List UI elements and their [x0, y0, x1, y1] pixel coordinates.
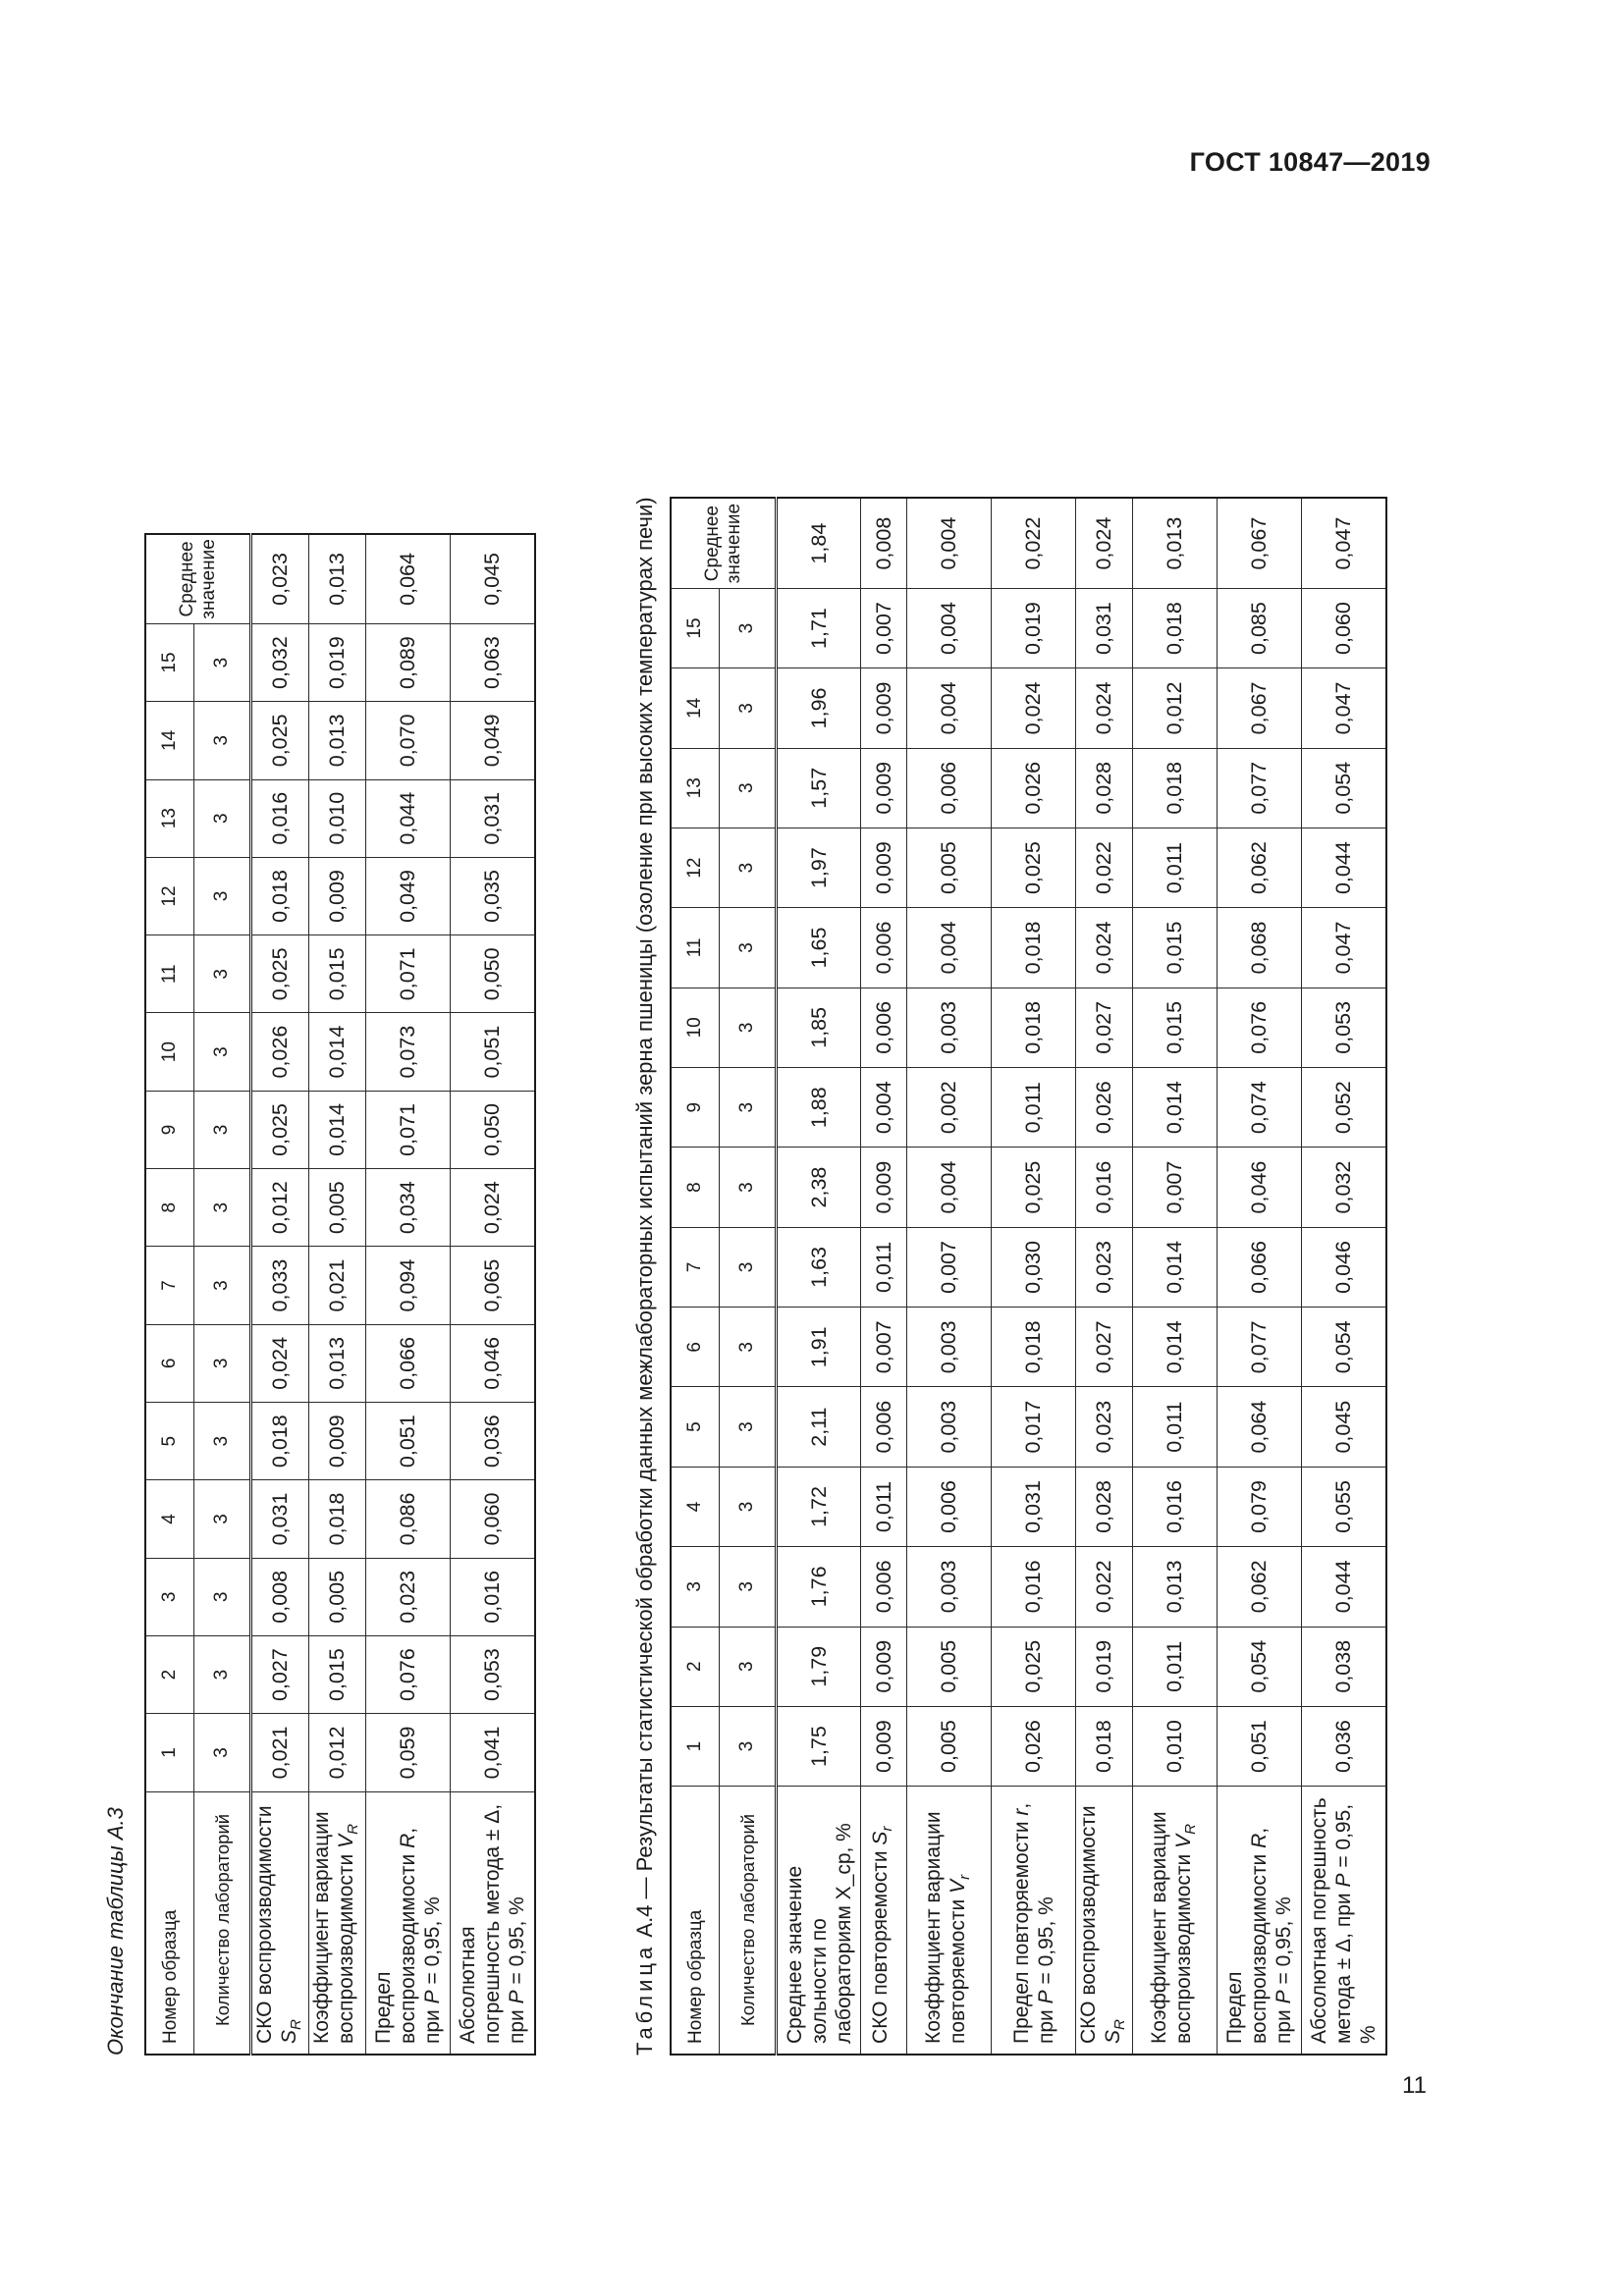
- cell-value: 0,046: [1302, 1227, 1386, 1307]
- table-a3: [144, 533, 536, 2056]
- lab-count: 3: [720, 908, 777, 988]
- cell-value: 0,063: [451, 623, 535, 701]
- cell-value: 0,026: [251, 1013, 309, 1091]
- row-label: СКО воспроизводимости $S_R$: [1076, 1787, 1133, 2055]
- sample-number: 11: [145, 935, 194, 1013]
- cell-value: 0,009: [309, 857, 366, 934]
- sample-number: 10: [145, 1013, 194, 1091]
- cell-value: 0,044: [1302, 828, 1386, 907]
- cell-value: 0,044: [1302, 1547, 1386, 1627]
- row-label: Коэффициент вариации воспроизводимости $V_R$: [1133, 1787, 1218, 2055]
- cell-value: 0,085: [1218, 588, 1302, 667]
- lab-count: 3: [720, 1148, 777, 1227]
- cell-value: 0,005: [309, 1558, 366, 1635]
- lab-count: 3: [720, 828, 777, 907]
- cell-value: 0,006: [861, 1547, 907, 1627]
- lab-count: 3: [194, 1558, 251, 1635]
- cell-value: 0,024: [451, 1169, 535, 1247]
- cell-value: 0,071: [366, 935, 451, 1013]
- cell-value: 0,052: [1302, 1068, 1386, 1148]
- cell-value: 0,032: [251, 623, 309, 701]
- cell-value: 0,018: [1076, 1706, 1133, 1786]
- cell-value: 0,023: [1076, 1387, 1133, 1467]
- lab-count: 3: [720, 588, 777, 667]
- cell-value: 1,57: [777, 748, 861, 828]
- sample-number: 12: [671, 828, 720, 907]
- cell-value: 0,025: [992, 1148, 1076, 1227]
- cell-value: 0,023: [366, 1558, 451, 1635]
- cell-value: 0,053: [1302, 988, 1386, 1067]
- sample-number: 5: [145, 1403, 194, 1480]
- cell-value: 0,021: [309, 1247, 366, 1324]
- cell-value: 0,076: [1218, 988, 1302, 1067]
- lab-count: 3: [720, 1547, 777, 1627]
- row-label: Предел воспроизводимости R, при P = 0,95, %: [1218, 1787, 1302, 2055]
- lab-count: 3: [194, 1169, 251, 1247]
- cell-value: 0,009: [861, 1148, 907, 1227]
- cell-value: 0,050: [451, 1091, 535, 1168]
- cell-value: 2,38: [777, 1148, 861, 1227]
- lab-count: 3: [194, 1091, 251, 1168]
- table-a4: [670, 497, 1387, 2056]
- cell-value: 0,004: [907, 668, 992, 748]
- lab-count: 3: [720, 1227, 777, 1307]
- cell-average: 0,047: [1302, 498, 1386, 588]
- cell-value: 0,011: [1133, 1387, 1218, 1467]
- sample-label: Номер образца: [671, 1787, 720, 2055]
- lab-count: 3: [720, 748, 777, 828]
- cell-value: 0,024: [992, 668, 1076, 748]
- cell-value: 1,71: [777, 588, 861, 667]
- cell-value: 0,041: [451, 1714, 535, 1791]
- cell-value: 0,018: [309, 1480, 366, 1558]
- cell-value: 0,024: [1076, 668, 1133, 748]
- cell-value: 0,026: [1076, 1068, 1133, 1148]
- sample-number: 15: [671, 588, 720, 667]
- sample-number: 8: [145, 1169, 194, 1247]
- cell-value: 0,008: [251, 1558, 309, 1635]
- cell-value: 0,047: [1302, 668, 1386, 748]
- cell-value: 0,011: [861, 1227, 907, 1307]
- cell-value: 0,024: [1076, 908, 1133, 988]
- cell-value: 0,046: [1218, 1148, 1302, 1227]
- cell-average: 0,008: [861, 498, 907, 588]
- cell-value: 0,005: [309, 1169, 366, 1247]
- cell-value: 0,012: [309, 1714, 366, 1791]
- sample-number: 1: [671, 1706, 720, 1786]
- table-row: [992, 498, 1076, 2055]
- table-a4-block: [630, 497, 1387, 2056]
- cell-value: 0,003: [907, 1308, 992, 1387]
- document-code: ГОСТ 10847—2019: [1189, 147, 1431, 177]
- cell-value: 1,91: [777, 1308, 861, 1387]
- cell-value: 0,016: [451, 1558, 535, 1635]
- cell-value: 0,011: [992, 1068, 1076, 1148]
- lab-count: 3: [194, 1480, 251, 1558]
- cell-value: 0,015: [1133, 908, 1218, 988]
- cell-value: 0,028: [1076, 1467, 1133, 1546]
- cell-average: 0,024: [1076, 498, 1133, 588]
- sample-number: 2: [145, 1635, 194, 1713]
- table-a3-caption: Окончание таблицы А.3: [103, 1807, 128, 2056]
- cell-value: 0,009: [861, 1627, 907, 1706]
- cell-value: 0,025: [251, 935, 309, 1013]
- sample-number: 3: [145, 1558, 194, 1635]
- table-row: [251, 534, 309, 2055]
- cell-value: 0,094: [366, 1247, 451, 1324]
- cell-value: 0,031: [1076, 588, 1133, 667]
- cell-average: 1,84: [777, 498, 861, 588]
- lab-count: 3: [194, 1635, 251, 1713]
- cell-value: 0,003: [907, 988, 992, 1067]
- cell-value: 0,004: [907, 908, 992, 988]
- lab-count: 3: [720, 1387, 777, 1467]
- cell-value: 0,053: [451, 1635, 535, 1713]
- cell-value: 0,010: [309, 779, 366, 857]
- cell-value: 1,96: [777, 668, 861, 748]
- cell-value: 0,073: [366, 1013, 451, 1091]
- lab-count: 3: [194, 1013, 251, 1091]
- cell-value: 0,046: [451, 1324, 535, 1402]
- row-label: Абсолютная погрешность метода ± Δ, при P = 0,95, %: [451, 1791, 535, 2055]
- cell-value: 0,025: [251, 702, 309, 779]
- table-row: [907, 498, 992, 2055]
- cell-value: 0,004: [861, 1068, 907, 1148]
- cell-value: 0,079: [1218, 1467, 1302, 1546]
- cell-value: 0,009: [861, 1706, 907, 1786]
- sample-number: 13: [671, 748, 720, 828]
- lab-count-row: [720, 498, 777, 2055]
- cell-value: 0,011: [1133, 1627, 1218, 1706]
- cell-value: 0,027: [1076, 1308, 1133, 1387]
- cell-value: 0,031: [992, 1467, 1076, 1546]
- cell-value: 0,014: [309, 1091, 366, 1168]
- cell-value: 0,071: [366, 1091, 451, 1168]
- cell-value: 0,022: [1076, 1547, 1133, 1627]
- cell-value: 2,11: [777, 1387, 861, 1467]
- cell-value: 0,013: [309, 702, 366, 779]
- sample-number: 15: [145, 623, 194, 701]
- cell-value: 0,031: [451, 779, 535, 857]
- cell-value: 0,009: [861, 748, 907, 828]
- cell-value: 0,007: [861, 1308, 907, 1387]
- table-row: [1076, 498, 1133, 2055]
- sample-number: 4: [671, 1467, 720, 1546]
- sample-number: 8: [671, 1148, 720, 1227]
- sample-number-row: [671, 498, 720, 2055]
- sample-number: 9: [145, 1091, 194, 1168]
- cell-value: 0,017: [992, 1387, 1076, 1467]
- sample-label: Номер образца: [145, 1791, 194, 2055]
- sample-number: 14: [671, 668, 720, 748]
- sample-number: 14: [145, 702, 194, 779]
- cell-value: 0,014: [1133, 1068, 1218, 1148]
- sample-number: 11: [671, 908, 720, 988]
- table-row: [777, 498, 861, 2055]
- table-row: [1218, 498, 1302, 2055]
- table-row: [1133, 498, 1218, 2055]
- cell-value: 0,012: [251, 1169, 309, 1247]
- cell-value: 0,002: [907, 1068, 992, 1148]
- cell-value: 1,75: [777, 1706, 861, 1786]
- cell-value: 0,076: [366, 1635, 451, 1713]
- cell-value: 0,009: [861, 828, 907, 907]
- cell-value: 0,018: [992, 1308, 1076, 1387]
- cell-value: 0,070: [366, 702, 451, 779]
- cell-value: 0,026: [992, 1706, 1076, 1786]
- page-number: 11: [1402, 2072, 1427, 2099]
- cell-value: 1,85: [777, 988, 861, 1067]
- cell-value: 0,014: [309, 1013, 366, 1091]
- table-row: [861, 498, 907, 2055]
- cell-value: 0,054: [1302, 748, 1386, 828]
- cell-value: 0,049: [366, 857, 451, 934]
- cell-value: 0,007: [1133, 1148, 1218, 1227]
- cell-average: 0,013: [1133, 498, 1218, 588]
- cell-value: 0,077: [1218, 1308, 1302, 1387]
- lab-count: 3: [194, 1714, 251, 1791]
- table-a4-caption: [630, 497, 660, 2056]
- table-a3-block: [101, 533, 536, 2056]
- cell-value: 0,010: [1133, 1706, 1218, 1786]
- cell-value: 0,023: [1076, 1227, 1133, 1307]
- cell-value: 0,062: [1218, 1547, 1302, 1627]
- cell-value: 0,074: [1218, 1068, 1302, 1148]
- cell-value: 1,63: [777, 1227, 861, 1307]
- row-label: Предел воспроизводимости R, при P = 0,95, %: [366, 1791, 451, 2055]
- lab-count: 3: [194, 1247, 251, 1324]
- sample-number: 7: [145, 1247, 194, 1324]
- cell-value: 0,018: [992, 908, 1076, 988]
- average-header: Среднее значение: [145, 534, 251, 623]
- cell-value: 0,066: [366, 1324, 451, 1402]
- cell-value: 0,021: [251, 1714, 309, 1791]
- sample-number: 1: [145, 1714, 194, 1791]
- cell-value: 0,045: [1302, 1387, 1386, 1467]
- cell-value: 0,005: [907, 1627, 992, 1706]
- sample-number: 13: [145, 779, 194, 857]
- cell-value: 0,006: [861, 988, 907, 1067]
- sample-number: 5: [671, 1387, 720, 1467]
- table-a4-caption-number: А.4: [632, 1904, 657, 1938]
- cell-value: 0,025: [992, 1627, 1076, 1706]
- cell-value: 0,047: [1302, 908, 1386, 988]
- cell-value: 0,004: [907, 588, 992, 667]
- cell-value: 1,88: [777, 1068, 861, 1148]
- cell-average: 0,004: [907, 498, 992, 588]
- cell-value: 0,004: [907, 1148, 992, 1227]
- row-label: СКО повторяемости $S_r$: [861, 1787, 907, 2055]
- cell-value: 0,066: [1218, 1227, 1302, 1307]
- cell-value: 0,032: [1302, 1148, 1386, 1227]
- cell-value: 0,014: [1133, 1308, 1218, 1387]
- table-a4-caption-prefix: Таблица: [632, 1943, 657, 2056]
- cell-value: 0,036: [1302, 1706, 1386, 1786]
- sample-number: 7: [671, 1227, 720, 1307]
- lab-count: 3: [720, 1627, 777, 1706]
- cell-value: 0,089: [366, 623, 451, 701]
- cell-value: 0,013: [1133, 1547, 1218, 1627]
- cell-value: 0,018: [251, 1403, 309, 1480]
- cell-value: 0,022: [1076, 828, 1133, 907]
- cell-average: 0,022: [992, 498, 1076, 588]
- cell-value: 0,051: [451, 1013, 535, 1091]
- sample-number: 6: [145, 1324, 194, 1402]
- lab-count: 3: [194, 623, 251, 701]
- cell-value: 1,97: [777, 828, 861, 907]
- sample-number: 10: [671, 988, 720, 1067]
- cell-value: 0,034: [366, 1169, 451, 1247]
- sample-number: 2: [671, 1627, 720, 1706]
- cell-value: 0,062: [1218, 828, 1302, 907]
- cell-value: 0,019: [992, 588, 1076, 667]
- sample-number: 9: [671, 1068, 720, 1148]
- cell-value: 0,051: [366, 1403, 451, 1480]
- sample-number: 4: [145, 1480, 194, 1558]
- lab-count: 3: [194, 1403, 251, 1480]
- cell-value: 0,016: [251, 779, 309, 857]
- labs-label: Количество лабораторий: [720, 1787, 777, 2055]
- cell-value: 0,015: [309, 935, 366, 1013]
- cell-value: 0,027: [1076, 988, 1133, 1067]
- cell-average: 0,045: [451, 534, 535, 623]
- cell-value: 1,79: [777, 1627, 861, 1706]
- table-row: [366, 534, 451, 2055]
- cell-value: 0,035: [451, 857, 535, 934]
- cell-value: 0,016: [1133, 1467, 1218, 1546]
- lab-count: 3: [720, 988, 777, 1067]
- lab-count: 3: [720, 1467, 777, 1546]
- cell-value: 0,012: [1133, 668, 1218, 748]
- lab-count: 3: [194, 857, 251, 934]
- cell-value: 1,76: [777, 1547, 861, 1627]
- cell-value: 0,014: [1133, 1227, 1218, 1307]
- cell-value: 0,060: [451, 1480, 535, 1558]
- cell-value: 0,015: [309, 1635, 366, 1713]
- cell-value: 0,036: [451, 1403, 535, 1480]
- cell-value: 0,011: [861, 1467, 907, 1546]
- cell-value: 1,65: [777, 908, 861, 988]
- labs-label: Количество лабораторий: [194, 1791, 251, 2055]
- cell-value: 0,059: [366, 1714, 451, 1791]
- cell-value: 0,006: [907, 748, 992, 828]
- lab-count: 3: [720, 1068, 777, 1148]
- lab-count: 3: [194, 935, 251, 1013]
- cell-value: 0,030: [992, 1227, 1076, 1307]
- row-label: СКО воспроизводимости $S_R$: [251, 1791, 309, 2055]
- cell-value: 0,054: [1218, 1627, 1302, 1706]
- cell-value: 0,007: [861, 588, 907, 667]
- cell-value: 0,016: [1076, 1148, 1133, 1227]
- row-label: Предел повторяемости r, при P = 0,95, %: [992, 1787, 1076, 2055]
- cell-value: 0,086: [366, 1480, 451, 1558]
- cell-value: 0,013: [309, 1324, 366, 1402]
- table-row: [1302, 498, 1386, 2055]
- lab-count: 3: [720, 1308, 777, 1387]
- cell-value: 0,018: [992, 988, 1076, 1067]
- cell-value: 0,007: [907, 1227, 992, 1307]
- cell-value: 0,003: [907, 1547, 992, 1627]
- cell-value: 0,055: [1302, 1467, 1386, 1546]
- table-a3-body: [145, 534, 535, 2055]
- cell-value: 0,016: [992, 1547, 1076, 1627]
- cell-value: 0,018: [251, 857, 309, 934]
- average-header: Среднее значение: [671, 498, 777, 588]
- lab-count: 3: [720, 668, 777, 748]
- row-label: Коэффициент вариации воспроизводимости $V_R$: [309, 1791, 366, 2055]
- row-label: Коэффициент вариации повторяемости $V_r$: [907, 1787, 992, 2055]
- cell-average: 0,013: [309, 534, 366, 623]
- table-row: [309, 534, 366, 2055]
- cell-value: 0,018: [1133, 748, 1218, 828]
- cell-average: 0,064: [366, 534, 451, 623]
- cell-value: 0,006: [861, 908, 907, 988]
- sample-number: 6: [671, 1308, 720, 1387]
- cell-value: 0,005: [907, 828, 992, 907]
- row-label: Абсолютная погрешность метода ± Δ, при P = 0,95, %: [1302, 1787, 1386, 2055]
- cell-value: 0,064: [1218, 1387, 1302, 1467]
- cell-value: 0,068: [1218, 908, 1302, 988]
- cell-value: 0,065: [451, 1247, 535, 1324]
- cell-value: 0,005: [907, 1706, 992, 1786]
- lab-count: 3: [194, 702, 251, 779]
- cell-value: 0,011: [1133, 828, 1218, 907]
- cell-value: 0,026: [992, 748, 1076, 828]
- lab-count: 3: [194, 779, 251, 857]
- cell-value: 0,044: [366, 779, 451, 857]
- cell-value: 0,006: [861, 1387, 907, 1467]
- cell-value: 0,025: [251, 1091, 309, 1168]
- lab-count: 3: [720, 1706, 777, 1786]
- cell-value: 0,067: [1218, 668, 1302, 748]
- cell-value: 0,019: [1076, 1627, 1133, 1706]
- cell-value: 0,006: [907, 1467, 992, 1546]
- cell-value: 0,019: [309, 623, 366, 701]
- cell-value: 0,027: [251, 1635, 309, 1713]
- cell-value: 0,051: [1218, 1706, 1302, 1786]
- row-label: Среднее значение зольности по лабораториям X_ср, %: [777, 1787, 861, 2055]
- cell-value: 0,033: [251, 1247, 309, 1324]
- cell-value: 0,049: [451, 702, 535, 779]
- table-a4-caption-text: — Результаты статистической обработки данных межлабораторных испытаний зерна пшеницы (озоление при высоких температурах печи): [632, 497, 657, 1899]
- cell-value: 0,024: [251, 1324, 309, 1402]
- cell-value: 0,077: [1218, 748, 1302, 828]
- sample-number-row: [145, 534, 194, 2055]
- cell-value: 0,018: [1133, 588, 1218, 667]
- cell-value: 0,038: [1302, 1627, 1386, 1706]
- cell-value: 1,72: [777, 1467, 861, 1546]
- cell-value: 0,003: [907, 1387, 992, 1467]
- cell-average: 0,067: [1218, 498, 1302, 588]
- lab-count: 3: [194, 1324, 251, 1402]
- lab-count-row: [194, 534, 251, 2055]
- cell-value: 0,060: [1302, 588, 1386, 667]
- cell-value: 0,028: [1076, 748, 1133, 828]
- cell-value: 0,009: [861, 668, 907, 748]
- cell-value: 0,009: [309, 1403, 366, 1480]
- cell-average: 0,023: [251, 534, 309, 623]
- cell-value: 0,054: [1302, 1308, 1386, 1387]
- sample-number: 12: [145, 857, 194, 934]
- cell-value: 0,015: [1133, 988, 1218, 1067]
- cell-value: 0,031: [251, 1480, 309, 1558]
- sample-number: 3: [671, 1547, 720, 1627]
- cell-value: 0,050: [451, 935, 535, 1013]
- table-a4-body: [671, 498, 1386, 2055]
- table-row: [451, 534, 535, 2055]
- cell-value: 0,025: [992, 828, 1076, 907]
